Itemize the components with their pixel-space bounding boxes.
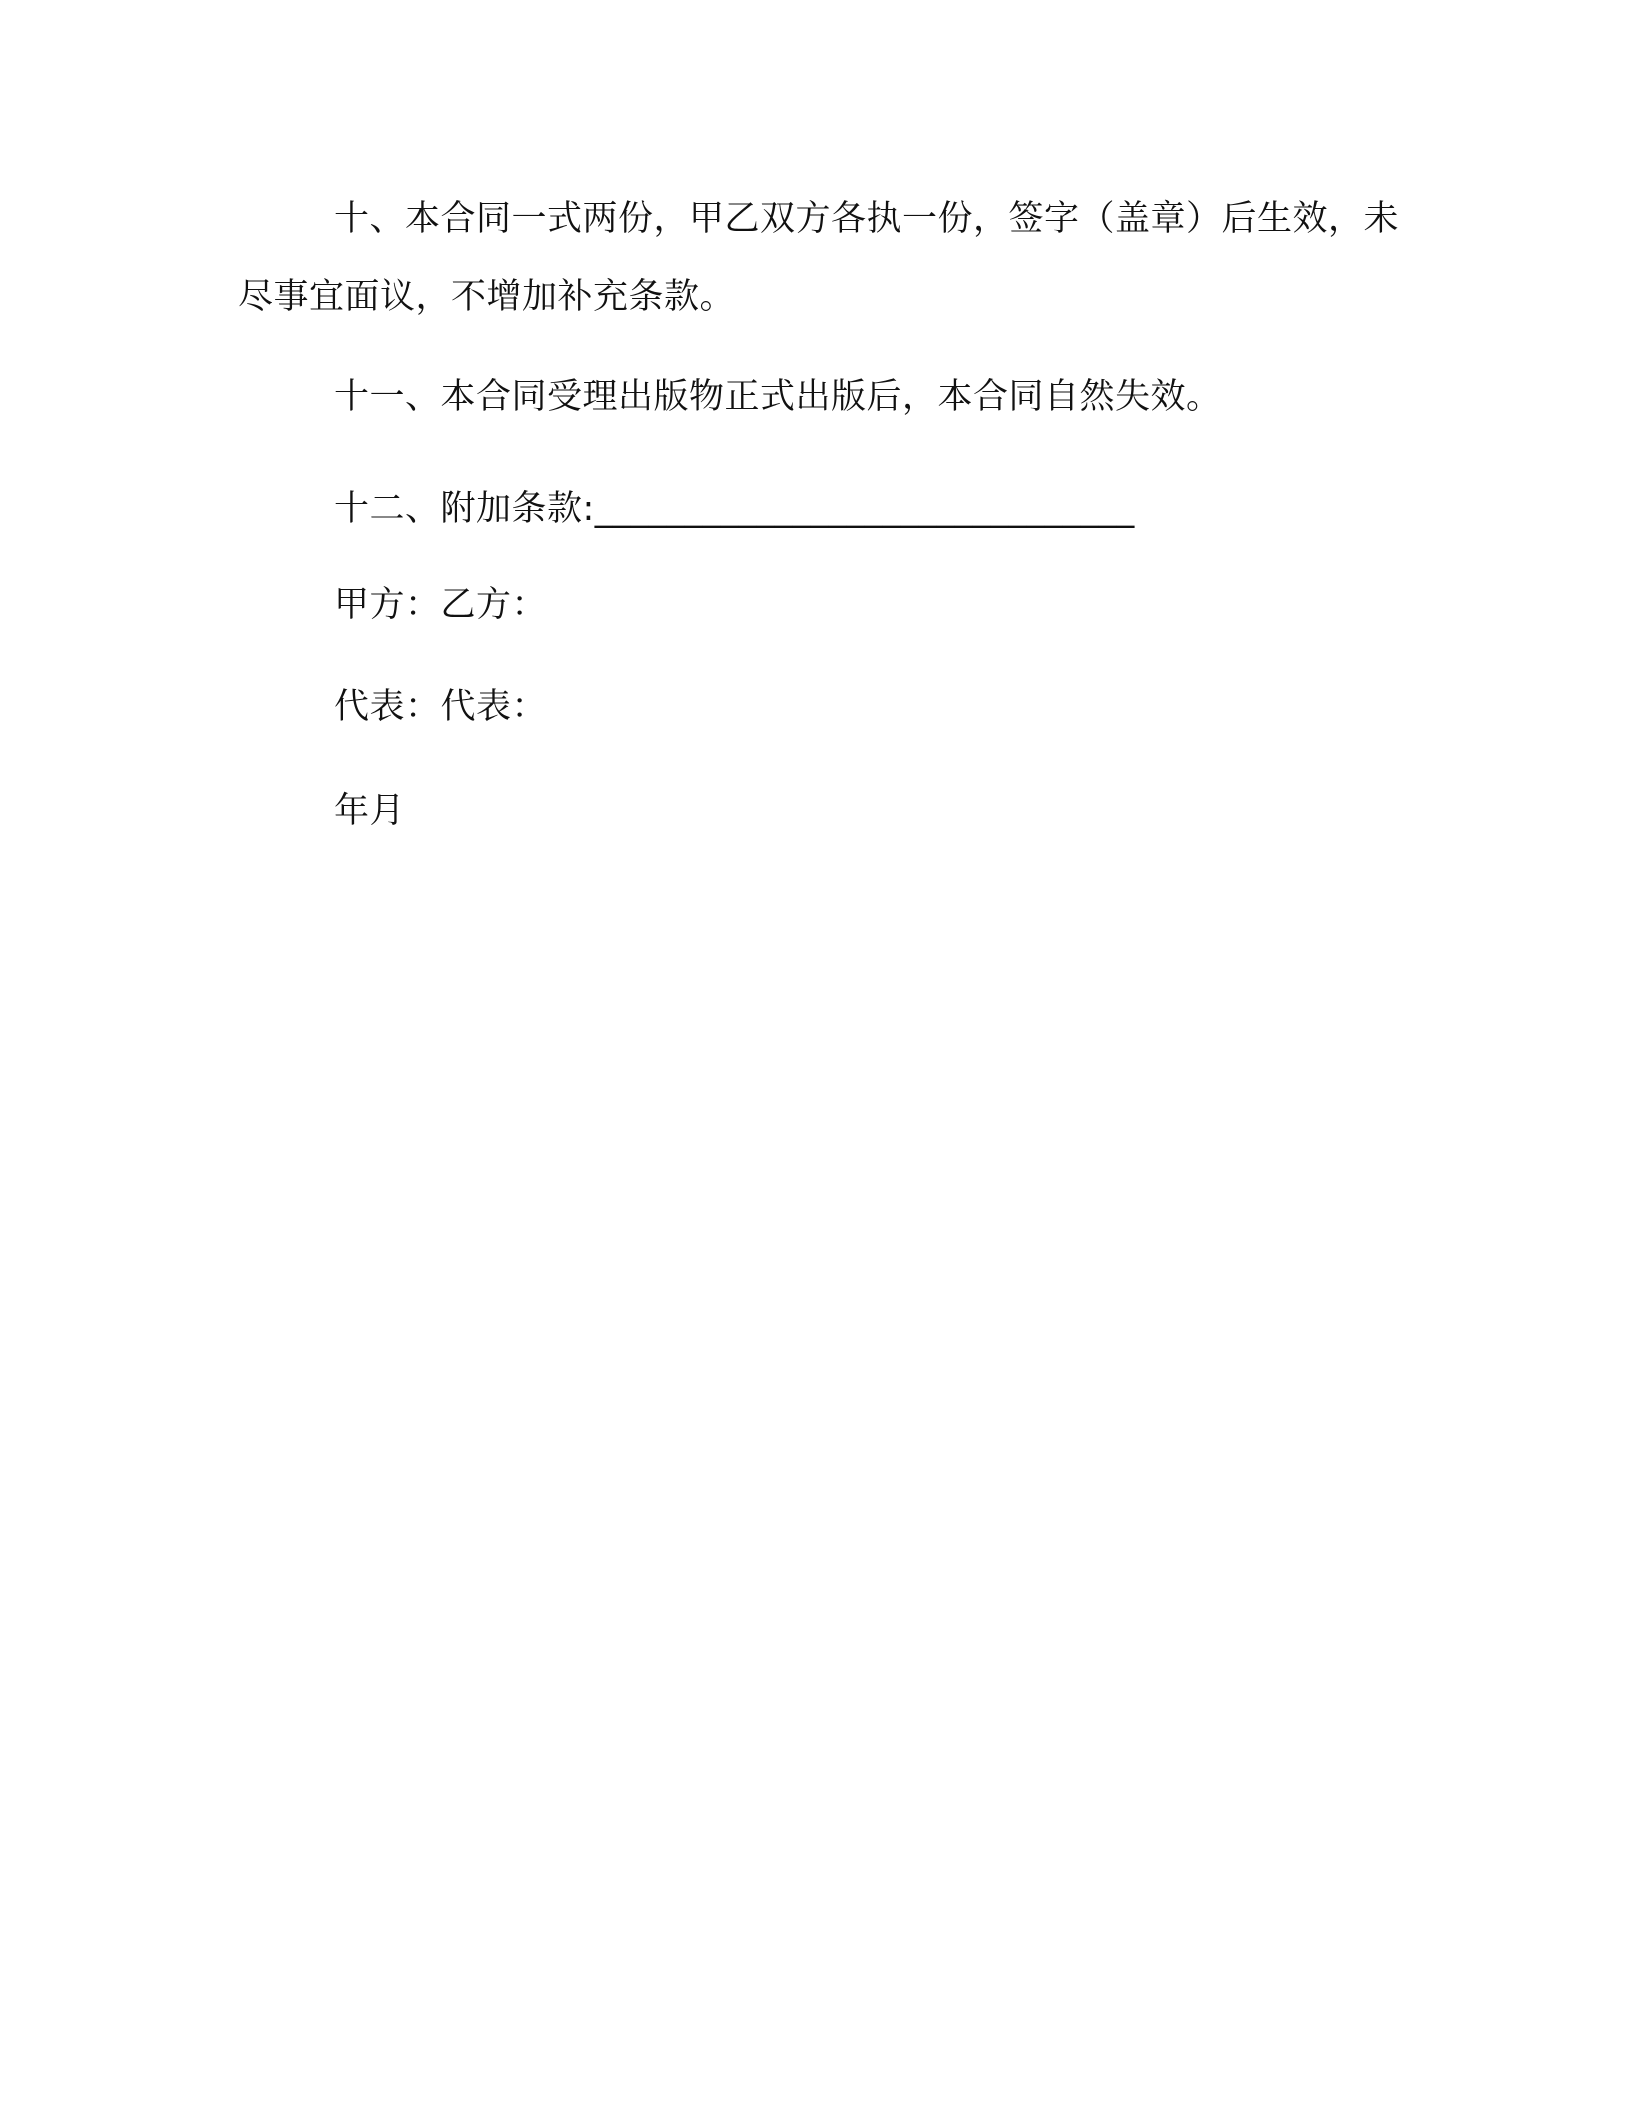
clause-10: 十、本合同一式两份，甲乙双方各执一份，签字（盖章）后生效，未尽事宜面议，不增加补充条款。 xyxy=(238,199,1400,317)
clause-11: 十一、本合同受理出版物正式出版后，本合同自然失效。 xyxy=(334,377,1222,417)
date-line: 年月 xyxy=(334,791,406,831)
representative-line: 代表：代表： xyxy=(334,687,548,727)
party-line: 甲方：乙方： xyxy=(334,585,548,625)
clause-12-additional-terms: 十二、附加条款:______________________________ xyxy=(334,489,1135,529)
